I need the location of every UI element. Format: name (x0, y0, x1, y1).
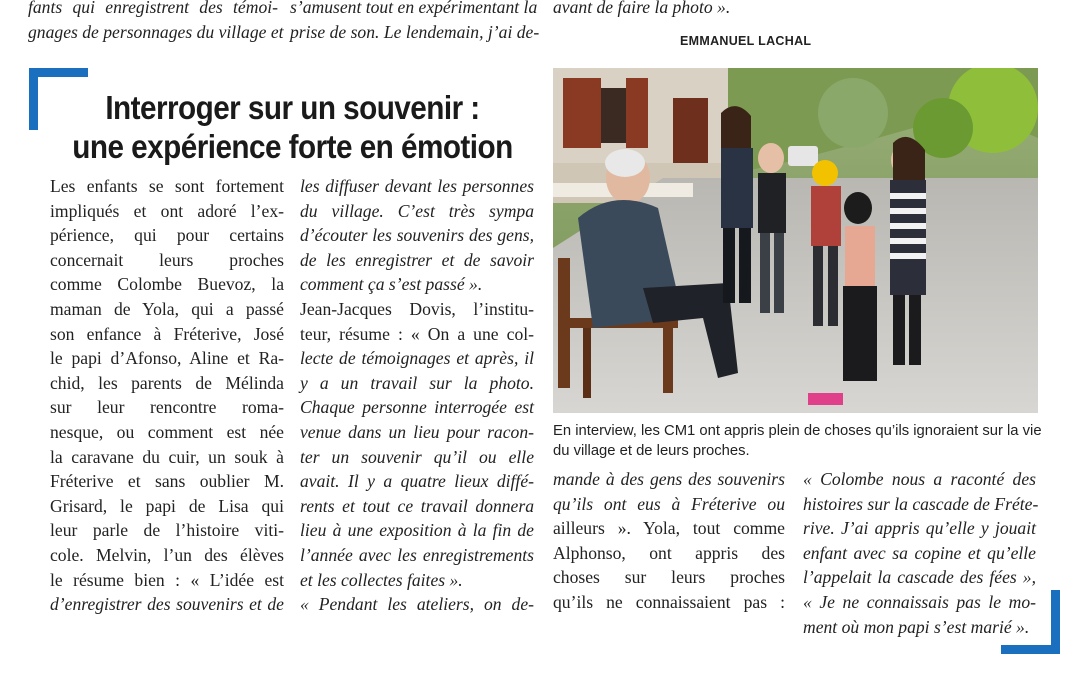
top-fragment-col3 (553, 0, 793, 20)
text-line: rive. J’ai appris qu’elle y jouait (803, 518, 1036, 539)
text-line: d’enregistrer des souvenirs et de (50, 594, 284, 615)
text-line: rents et tout ce travail donnera (300, 495, 534, 516)
text-line: l’année avec les enregistrements (300, 544, 534, 565)
article-column-3 (553, 467, 785, 615)
text-line: impliqués et ont adoré l’ex- (50, 200, 284, 221)
text-line: Alphonso, ont appris des (553, 542, 785, 563)
text-line: « Colombe nous a raconté des (803, 469, 1036, 489)
text-line: Les enfants se sont fortement (50, 176, 284, 196)
text-line: les diffuser devant les personnes (300, 176, 534, 196)
text-line: avait. Il y a quatre lieux diffé- (300, 471, 534, 492)
text-line: concernait leurs proches (50, 249, 284, 270)
text-line: s’amusent tout en expérimentant la (290, 0, 538, 17)
text-line: l’appelait la cascade des fées », (803, 567, 1036, 588)
text-line: « Pendant les ateliers, on de- (300, 594, 534, 615)
text-line: chid, les parents de Mélinda (50, 372, 284, 393)
headline-line-1: Interroger sur un souvenir : (105, 89, 480, 126)
text-line: Fréterive et sans oublier M. (50, 471, 284, 492)
text-line: Chaque personne interrogée est (300, 397, 534, 418)
text-line: teur, résume : « On a une col- (300, 323, 534, 344)
text-line: venue dans un lieu pour racon- (300, 421, 534, 442)
text-line: y a un travail sur la photo. (300, 372, 534, 393)
text-line: gnages de personnages du village et (28, 21, 284, 42)
text-line: choses sur leurs proches (553, 567, 785, 588)
text-line: cole. Melvin, l’un des élèves (50, 544, 284, 565)
article-column-2 (300, 174, 534, 617)
text-line: de les enregistrer et de savoir (300, 249, 534, 270)
text-line: son enfance à Fréterive, José (50, 323, 284, 344)
text-line: qu’ils ne connaissaient pas : (553, 591, 785, 612)
text-line: la caravane du cuir, un souk à (50, 446, 284, 467)
text-line: lecte de témoignages et après, il (300, 348, 534, 369)
text-line: périence, qui pour certains (50, 225, 284, 246)
text-line: le résume bien : « L’idée est (50, 569, 284, 590)
text-line: nesque, ou comment est née (50, 421, 284, 442)
text-line: avant de faire la photo ». (553, 0, 731, 17)
text-line: maman de Yola, qui a passé (50, 298, 284, 319)
text-line: ter un souvenir qu’il ou elle (300, 446, 534, 467)
text-line: comment ça s’est passé ». (300, 274, 483, 295)
text-line: sur leur rencontre roma- (50, 397, 284, 418)
text-line: lieu à une exposition à la fin de (300, 520, 534, 541)
text-line: Jean-Jacques Dovis, l’institu- (300, 298, 534, 319)
text-line: d’écouter les souvenirs des gens, (300, 225, 534, 246)
text-line: leur parle de l’histoire viti- (50, 520, 284, 541)
author-byline: EMMANUEL LACHAL (680, 34, 812, 48)
article-column-4 (803, 467, 1039, 639)
headline-bracket-vertical (29, 68, 38, 130)
headline-line-2: une expérience forte en émotion (72, 128, 513, 165)
text-line: le papi d’Afonso, Aline et Ra- (50, 348, 284, 369)
text-line: ment où mon papi s’est marié ». (803, 616, 1030, 637)
text-line: prise de son. Le lendemain, j’ai de- (290, 21, 540, 42)
text-line: mande à des gens des souvenirs (553, 469, 785, 489)
closing-bracket-horizontal (1001, 645, 1060, 654)
top-fragment-col2 (290, 0, 540, 44)
text-line: comme Colombe Buevoz, la (50, 274, 284, 295)
article-photo (553, 68, 1038, 413)
photo-caption: En interview, les CM1 ont appris plein de choses qu’ils ignoraient sur la vie du village et de leurs proches. (553, 423, 1042, 459)
top-fragment-col1 (28, 0, 284, 44)
text-line: fants qui enregistrent des témoi- (28, 0, 278, 17)
text-line: qu’ils ont eus à Fréterive ou (553, 493, 785, 514)
text-line: ailleurs ». Yola, tout comme (553, 518, 785, 539)
article-column-1 (50, 174, 284, 617)
text-line: Grisard, le papi de Lisa qui (50, 495, 284, 516)
text-line: « Je ne connaissais pas le mo- (803, 591, 1036, 612)
text-line: et les collectes faites ». (300, 569, 463, 590)
text-line: enfant avec sa copine et qu’elle (803, 542, 1036, 563)
interview-photo-illustration (553, 68, 1038, 413)
text-line: histoires sur la cascade de Fréte- (803, 493, 1039, 514)
text-line: du village. C’est très sympa (300, 200, 534, 221)
article-headline (65, 88, 520, 166)
